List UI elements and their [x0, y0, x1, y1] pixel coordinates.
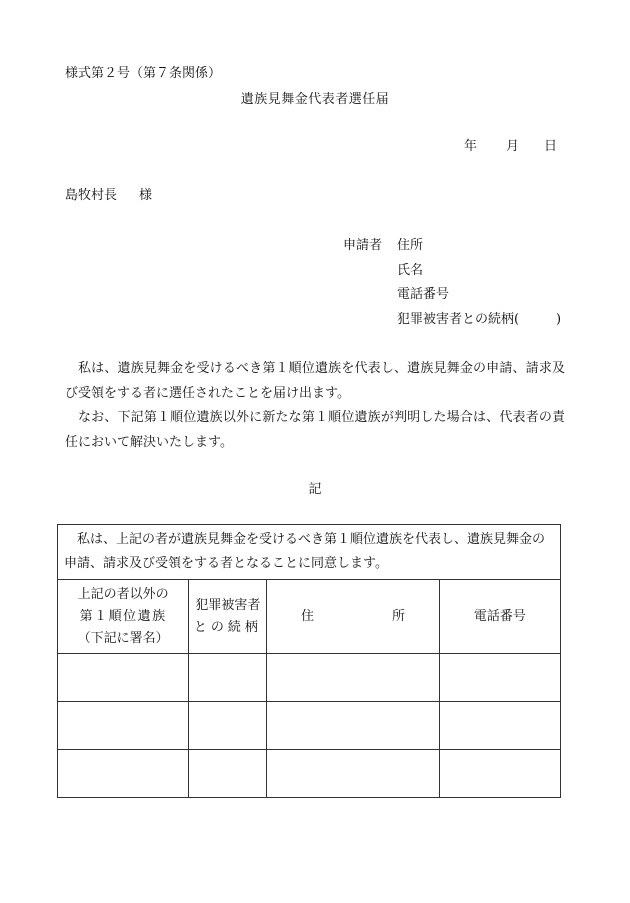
signature-cell[interactable] — [58, 750, 189, 798]
date-line — [464, 138, 477, 156]
address-cell[interactable] — [267, 702, 439, 750]
table-row — [58, 750, 561, 798]
applicant-address-label: 住所 — [397, 238, 424, 253]
addressee-honorific: 様 — [139, 188, 153, 203]
header-other-heirs — [58, 580, 189, 654]
body-paragraph-1: 私は、遺族見舞金を受けるべき第１順位遺族を代表し、遺族見舞金の申請、請求及び受領をする者に選任されたことを届け出ます。 — [65, 361, 565, 401]
address-cell[interactable] — [267, 750, 439, 798]
body-paragraph-2: なお、下記第１順位遺族以外に新たな第１順位遺族が判明した場合は、代表者の責任において解決いたします。 — [65, 410, 565, 450]
header-phone: 電話番号 — [439, 580, 560, 654]
header-other-heirs-line1: 上記の者以外の — [77, 586, 169, 602]
applicant-name-label: 氏名 — [397, 263, 424, 278]
addressee-name: 島牧村長 — [65, 188, 118, 203]
header-relation — [189, 580, 267, 654]
relation-cell[interactable] — [189, 702, 267, 750]
consent-statement: 私は、上記の者が遺族見舞金を受けるべき第１順位遺族を代表し、遺族見舞金の申請、請求及び受領をする者となることに同意します。 — [58, 525, 561, 580]
date-day-label: 日 — [544, 139, 558, 154]
header-other-heirs-line2: 第１順位遺族 — [79, 608, 167, 624]
addressee — [65, 187, 152, 205]
header-address-char2: 所 — [392, 608, 406, 624]
phone-cell[interactable] — [439, 702, 560, 750]
signature-cell[interactable] — [58, 702, 189, 750]
date-month — [506, 138, 519, 156]
relation-text: 犯罪被害者との続柄( — [397, 312, 520, 327]
relation-close-paren: ) — [556, 312, 562, 327]
date-month-label: 月 — [506, 139, 520, 154]
address-cell[interactable] — [267, 654, 439, 702]
consent-table — [57, 524, 561, 798]
applicant-phone-label: 電話番号 — [397, 287, 450, 302]
table-row — [58, 654, 561, 702]
date-day — [544, 138, 557, 156]
phone-cell[interactable] — [439, 654, 560, 702]
header-relation-line1: 犯罪被害者 — [195, 597, 261, 613]
header-other-heirs-line3: （下記に署名） — [77, 630, 169, 646]
phone-cell[interactable] — [439, 750, 560, 798]
document-title: 遺族見舞金代表者選任届 — [240, 92, 390, 107]
relation-cell[interactable] — [189, 654, 267, 702]
header-address-char1: 住 — [301, 608, 315, 624]
date-year-label: 年 — [464, 139, 478, 154]
applicant-label: 申請者 — [343, 238, 383, 253]
header-relation-line2: との続柄 — [193, 619, 262, 635]
header-address — [267, 580, 439, 654]
relation-cell[interactable] — [189, 750, 267, 798]
form-number: 様式第２号（第７条関係） — [65, 66, 222, 81]
table-row — [58, 702, 561, 750]
signature-cell[interactable] — [58, 654, 189, 702]
applicant-relation-label — [397, 311, 519, 329]
ki-heading: 記 — [308, 482, 322, 497]
